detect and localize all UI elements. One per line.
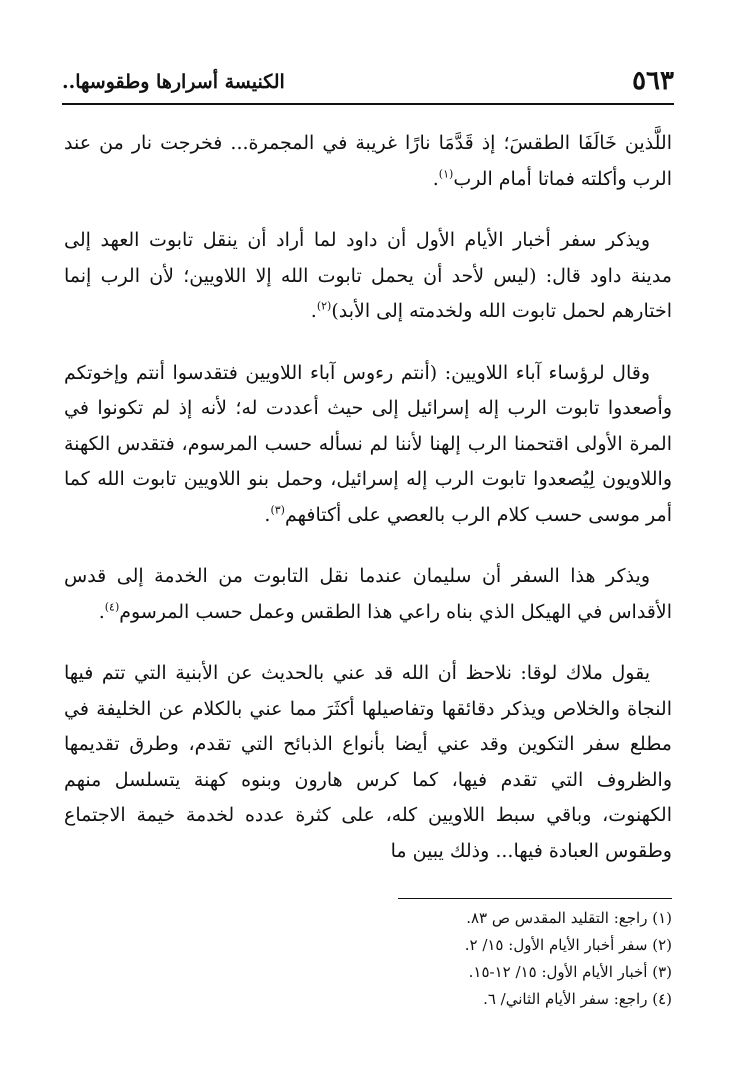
paragraph-text: ويذكر هذا السفر أن سليمان عندما نقل التابوت من الخدمة إلى قدس الأقداس في الهيكل الذي بناه راعي هذا الطقس وعمل حسب المرسوم — [64, 565, 672, 623]
footnote-ref: (٤) — [104, 600, 120, 614]
paragraph-2: ويذكر سفر أخبار الأيام الأول أن داود لما أراد أن ينقل تابوت العهد إلى مدينة داود قال: (ليس لأحد أن يحمل تابوت الله إلا اللاويين؛ لأن الرب إنما اختارهم لحمل تابوت الله ولخدمته إلى الأبد)$^{(٢)}$. — [64, 229, 672, 322]
footnote-ref: (١) — [438, 167, 454, 181]
paragraph-text: وقال لرؤساء آباء اللاويين: (أنتم رءوس آباء اللاويين فتقدسوا أنتم وإخوتكم وأصعدوا تابوت الرب إله إسرائيل إلى حيث أعددت له؛ لأنه إذ لم تكونوا في المرة الأولى اقتحمنا الرب إلهنا لأننا لم نسأله حسب المرسوم، فتقدس الكهنة واللاويون لِيُصعدوا تابوت الرب إله إسرائيل، وحمل بنو اللاويين تابوت الله كما أمر موسى حسب كلام الرب بالعصي على أكتافهم — [64, 361, 672, 526]
footnotes — [252, 905, 672, 1013]
body-text — [64, 126, 672, 869]
paragraph-text: ويذكر سفر أخبار الأيام الأول أن داود لما أراد أن ينقل تابوت العهد إلى مدينة داود قال: (ليس لأحد أن يحمل تابوت الله إلا اللاويين؛ لأن الرب إنما اختارهم لحمل تابوت الله ولخدمته إلى الأبد) — [64, 229, 672, 322]
paragraph-3: وقال لرؤساء آباء اللاويين: (أنتم رءوس آباء اللاويين فتقدسوا أنتم وإخوتكم وأصعدوا تابوت الرب إله إسرائيل إلى حيث أعددت له؛ لأنه إذ لم تكونوا في المرة الأولى اقتحمنا الرب إلهنا لأننا لم نسأله حسب المرسوم، فتقدس الكهنة واللاويون لِيُصعدوا تابوت الرب إله إسرائيل، وحمل بنو اللاويين تابوت الله كما أمر موسى حسب كلام الرب بالعصي على أكتافهم$^{(٣)}$. — [64, 361, 672, 526]
footnote-ref: (٢) — [316, 299, 332, 313]
footnote-2: (٢) سفر أخبار الأيام الأول: ١٥/ ٢. — [464, 936, 672, 954]
paragraph-4: ويذكر هذا السفر أن سليمان عندما نقل التابوت من الخدمة إلى قدس الأقداس في الهيكل الذي بناه راعي هذا الطقس وعمل حسب المرسوم$^{(٤)}$. — [64, 565, 672, 623]
running-title: الكنيسة أسرارها وطقوسها.. — [62, 71, 285, 93]
page-header — [62, 66, 674, 100]
footnote-1: (١) راجع: التقليد المقدس ص ٨٣. — [466, 909, 672, 927]
paragraph-text: يقول ملاك لوقا: نلاحظ أن الله قد عني بالحديث عن الأبنية التي تتم فيها النجاة والخلاص ويذكر دقائقها وتفاصيلها أكثَرَ مما عني بالكلام عن الخليفة في مطلع سفر التكوين وقد عني أيضا بأنواع الذبائح التي تقدم، وطرق تقديمها والظروف التي تقدم فيها، كما كرس هارون وبنوه كهنة يتسلسل منهم الكهنوت، وباقي سبط اللاويين كله، على كثرة عدده لخدمة خيمة الاجتماع وطقوس العبادة فيها... وذلك يبين ما — [64, 662, 672, 862]
paragraph-1: اللَّذين خَالَفَا الطقسَ؛ إذ قَدَّمَا نارًا غريبة في المجمرة... فخرجت نار من عند الرب وأكلته فماتا أمام الرب$^{(١)}$. — [64, 132, 672, 190]
footnote-ref: (٣) — [270, 503, 285, 517]
footnote-4: (٤) راجع: سفر الأيام الثاني/ ٦. — [483, 990, 672, 1008]
paragraph-5 — [64, 656, 672, 869]
footnote-3: (٣) أخبار الأيام الأول: ١٥/ ١٢-١٥. — [468, 963, 672, 981]
page-number: ٥٦٣ — [632, 66, 674, 96]
paragraph-text: اللَّذين خَالَفَا الطقسَ؛ إذ قَدَّمَا نارًا غريبة في المجمرة... فخرجت نار من عند الرب وأكلته فماتا أمام الرب — [64, 132, 672, 190]
header-divider — [62, 103, 674, 105]
footnote-divider — [398, 898, 672, 899]
